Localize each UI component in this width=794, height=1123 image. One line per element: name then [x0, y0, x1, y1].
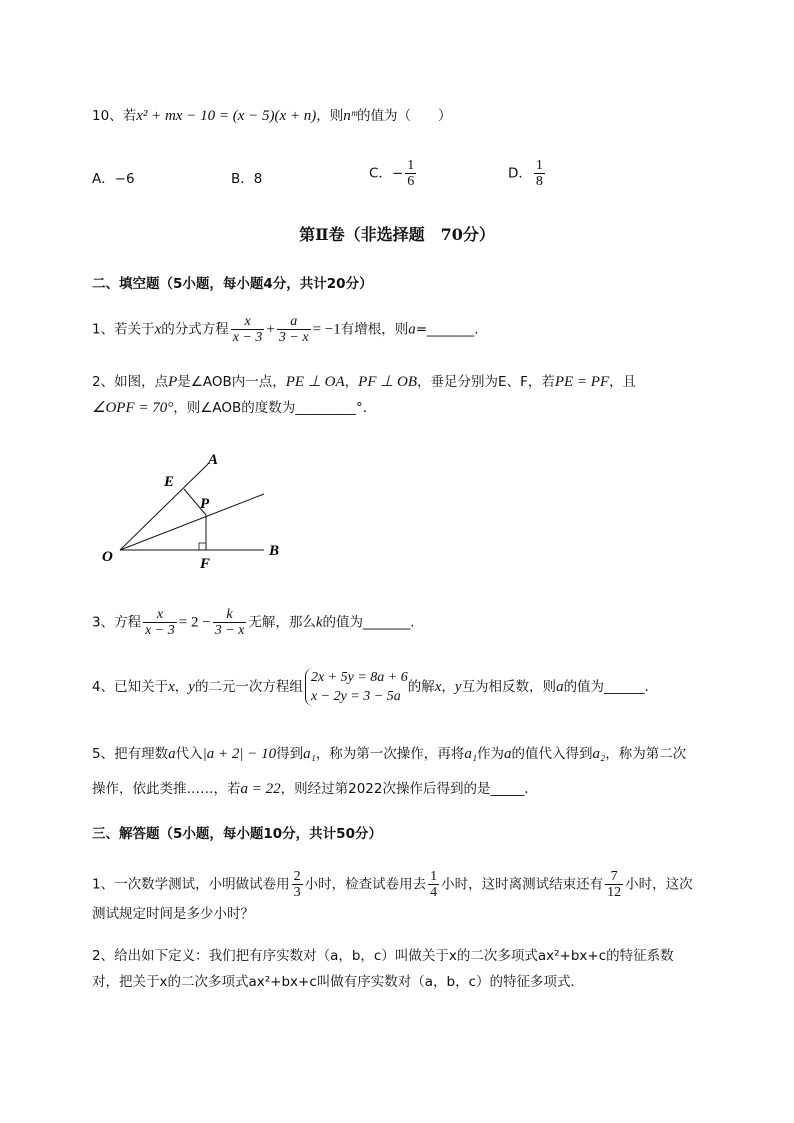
sq1-f2-den: 4 — [430, 885, 438, 900]
fq4-comma: ， — [174, 679, 189, 695]
fq5-pre: 5、把有理数 — [92, 746, 169, 762]
fq1-var: x — [154, 321, 162, 338]
solve-question-1-line-1 — [92, 869, 693, 900]
fq1-avar: a — [408, 321, 416, 338]
fill-question-3 — [92, 607, 415, 638]
option-d-fraction — [534, 158, 545, 189]
fq3-pre: 3、方程 — [92, 614, 142, 631]
fq2-c: ，且 — [609, 374, 637, 390]
fq5-a1: a₁ — [303, 746, 316, 762]
fill-heading: 二、填空题（5小题，每小题4分，共计20分） — [92, 276, 373, 292]
fq5-d: ，称为第一次操作，再将 — [315, 746, 465, 762]
sq1-mid1: 小时，检查试卷用去 — [304, 876, 427, 893]
sq1-fraction-1 — [292, 869, 303, 900]
q10-tail2: 的值为（ ） — [357, 108, 452, 124]
fq5-a2r: a₂ — [592, 746, 606, 762]
fq5-f: 的值代入得到 — [511, 746, 593, 762]
fq2-pre: 2、如图，点 — [92, 374, 169, 390]
question-10 — [92, 106, 452, 126]
ray-OP — [120, 494, 264, 550]
sq1-f1-num: 2 — [293, 869, 301, 884]
option-c-num: 1 — [407, 158, 415, 173]
fq4-post-comma: ， — [441, 679, 455, 695]
fq3-f-den: x − 3 — [145, 623, 175, 638]
fq4-pre: 4、已知关于 — [92, 679, 169, 695]
fq4-post-x: x — [434, 679, 442, 695]
sq1-f2-num: 1 — [430, 869, 438, 884]
fq1-post: 有增根，则 — [340, 321, 409, 338]
sq1-post: 小时，这次 — [625, 876, 693, 893]
option-c-fraction — [405, 158, 416, 189]
fq1-f2-den: 3 − x — [278, 330, 309, 345]
label-P: P — [200, 496, 210, 512]
option-a-label: A． — [92, 171, 115, 187]
section-title: 第Ⅱ卷（非选择题 70分） — [299, 225, 495, 244]
option-a — [92, 167, 135, 187]
solve-question-1-line-2: 测试规定时间是多少小时？ — [92, 906, 254, 922]
sq1-f3-den: 12 — [607, 885, 622, 900]
fq1-fraction-1 — [231, 314, 265, 345]
fill-question-1 — [92, 314, 479, 345]
fq4-mid: 的二元一次方程组 — [194, 679, 303, 695]
fq2-perp1: PE ⊥ OA — [285, 374, 345, 390]
fq3-post: 无解，那么 — [248, 614, 316, 631]
fq1-f1-den: x − 3 — [232, 330, 263, 345]
fq2-p: P — [168, 374, 178, 390]
fq2-b: ，垂足分别为E、F，若 — [417, 374, 555, 390]
sq1-f3-num: 7 — [605, 869, 623, 885]
fq5-line2-pre: 操作，依此类推……，若 — [92, 781, 241, 797]
solve-question-2-line-2: 对，把关于x的二次多项式ax²+bx+c叫做有序实数对（a，b，c）的特征多项式． — [92, 974, 585, 990]
fq4-a: a — [556, 679, 564, 695]
fq3-k-den: 3 − x — [214, 623, 245, 638]
fq5-g: ，称为第二次 — [605, 746, 687, 762]
fq5-b: 代入 — [175, 746, 203, 762]
label-F: F — [200, 556, 211, 572]
fq3-fraction-2 — [213, 607, 247, 638]
q10-lead: 若 — [122, 108, 137, 124]
fq2-line2-post: ，则∠AOB的度数为_________°． — [173, 400, 377, 416]
label-O: O — [102, 549, 113, 565]
option-c-sign: − — [391, 165, 404, 182]
sq1-fraction-2 — [428, 869, 439, 900]
fq5-c: 得到 — [276, 746, 304, 762]
option-b — [231, 167, 262, 187]
option-c — [369, 158, 418, 189]
fq5-line2-post: ，则经过第2022次操作后得到的是_____. — [280, 781, 529, 797]
option-d — [508, 158, 547, 189]
fq1-f2-num: a — [277, 314, 311, 330]
q10-equation: x² + mx − 10 = (x − 5)(x + n) — [136, 108, 317, 124]
fq5-a: a — [168, 746, 176, 762]
fq1-plus: + — [266, 321, 275, 338]
fq4-post-y: y — [454, 679, 462, 695]
fq1-pre: 1、若关于 — [92, 321, 155, 338]
fq1-f1-num: x — [231, 314, 265, 330]
fq5-abs: |a + 2| − 10 — [202, 746, 277, 762]
fill-question-5-line-1 — [92, 744, 686, 764]
option-d-num: 1 — [535, 158, 543, 173]
fq2-perp2: PF ⊥ OB — [358, 374, 418, 390]
option-c-den: 6 — [407, 174, 415, 189]
option-d-den: 8 — [535, 174, 543, 189]
solve-heading: 三、解答题（5小题，每小题10分，共计50分） — [92, 826, 382, 842]
fq1-mid: 的分式方程 — [161, 321, 229, 338]
q10-expr: nᵐ — [343, 108, 358, 124]
fq4-post3: 的值为______. — [563, 679, 649, 695]
fq1-blank: =_______. — [415, 321, 479, 338]
sq1-fraction-3 — [605, 869, 623, 900]
angle-figure — [98, 448, 298, 578]
option-d-label: D． — [508, 165, 532, 182]
solve-question-2-line-1: 2、给出如下定义：我们把有序实数对（a，b，c）叫做关于x的二次多项式ax²+bx+c的特征系数 — [92, 948, 674, 964]
option-c-label: C． — [369, 165, 392, 182]
fill-question-5-line-2 — [92, 779, 529, 799]
fq2-a: 是∠AOB内一点， — [177, 374, 286, 390]
fq1-eq: = −1 — [312, 321, 341, 338]
sq1-pre: 1、一次数学测试，小明做试卷用 — [92, 876, 290, 893]
fq4-post2: 互为相反数，则 — [461, 679, 557, 695]
fq5-a1b: a₁ — [464, 746, 478, 762]
fill-question-2-line-2 — [92, 398, 376, 418]
q10-number: 10、 — [92, 108, 123, 124]
fq2-line2-eq: ∠OPF = 70° — [92, 400, 174, 416]
fq2-eq: PE = PF — [554, 374, 610, 390]
option-b-value: 8 — [253, 171, 263, 187]
sq1-f1-den: 3 — [293, 885, 301, 900]
fq3-kvar: k — [315, 614, 323, 631]
fq3-fraction-1 — [143, 607, 177, 638]
label-A: A — [208, 452, 219, 468]
fq5-cond: a = 22 — [240, 781, 281, 797]
fq4-eq1: 2x + 5y = 8a + 6 — [310, 670, 408, 685]
fq5-a2: a — [504, 746, 512, 762]
fq3-mid: = 2 − — [178, 614, 211, 631]
fq3-k-num: k — [213, 607, 247, 623]
right-angle-mark — [199, 543, 206, 550]
label-B: B — [269, 543, 280, 559]
fq2-sep: ， — [344, 374, 359, 390]
fq4-system — [305, 668, 408, 706]
fq4-x: x — [168, 679, 175, 695]
option-a-value: −6 — [114, 171, 135, 187]
fq1-fraction-2 — [277, 314, 311, 345]
fq4-post: 的解 — [407, 679, 435, 695]
fq3-post2: 的值为_______. — [322, 614, 415, 631]
fq3-f-num: x — [143, 607, 177, 623]
sq1-mid2: 小时，这时离测试结束还有 — [441, 876, 604, 893]
fill-question-2-line-1 — [92, 372, 636, 392]
q10-tail: ，则 — [316, 108, 344, 124]
label-E: E — [164, 474, 175, 490]
option-b-label: B． — [231, 171, 254, 187]
fq4-eq2: x − 2y = 3 − 5a — [310, 689, 401, 704]
fq4-y: y — [188, 679, 195, 695]
fq5-e: 作为 — [477, 746, 505, 762]
fill-question-4 — [92, 668, 649, 706]
